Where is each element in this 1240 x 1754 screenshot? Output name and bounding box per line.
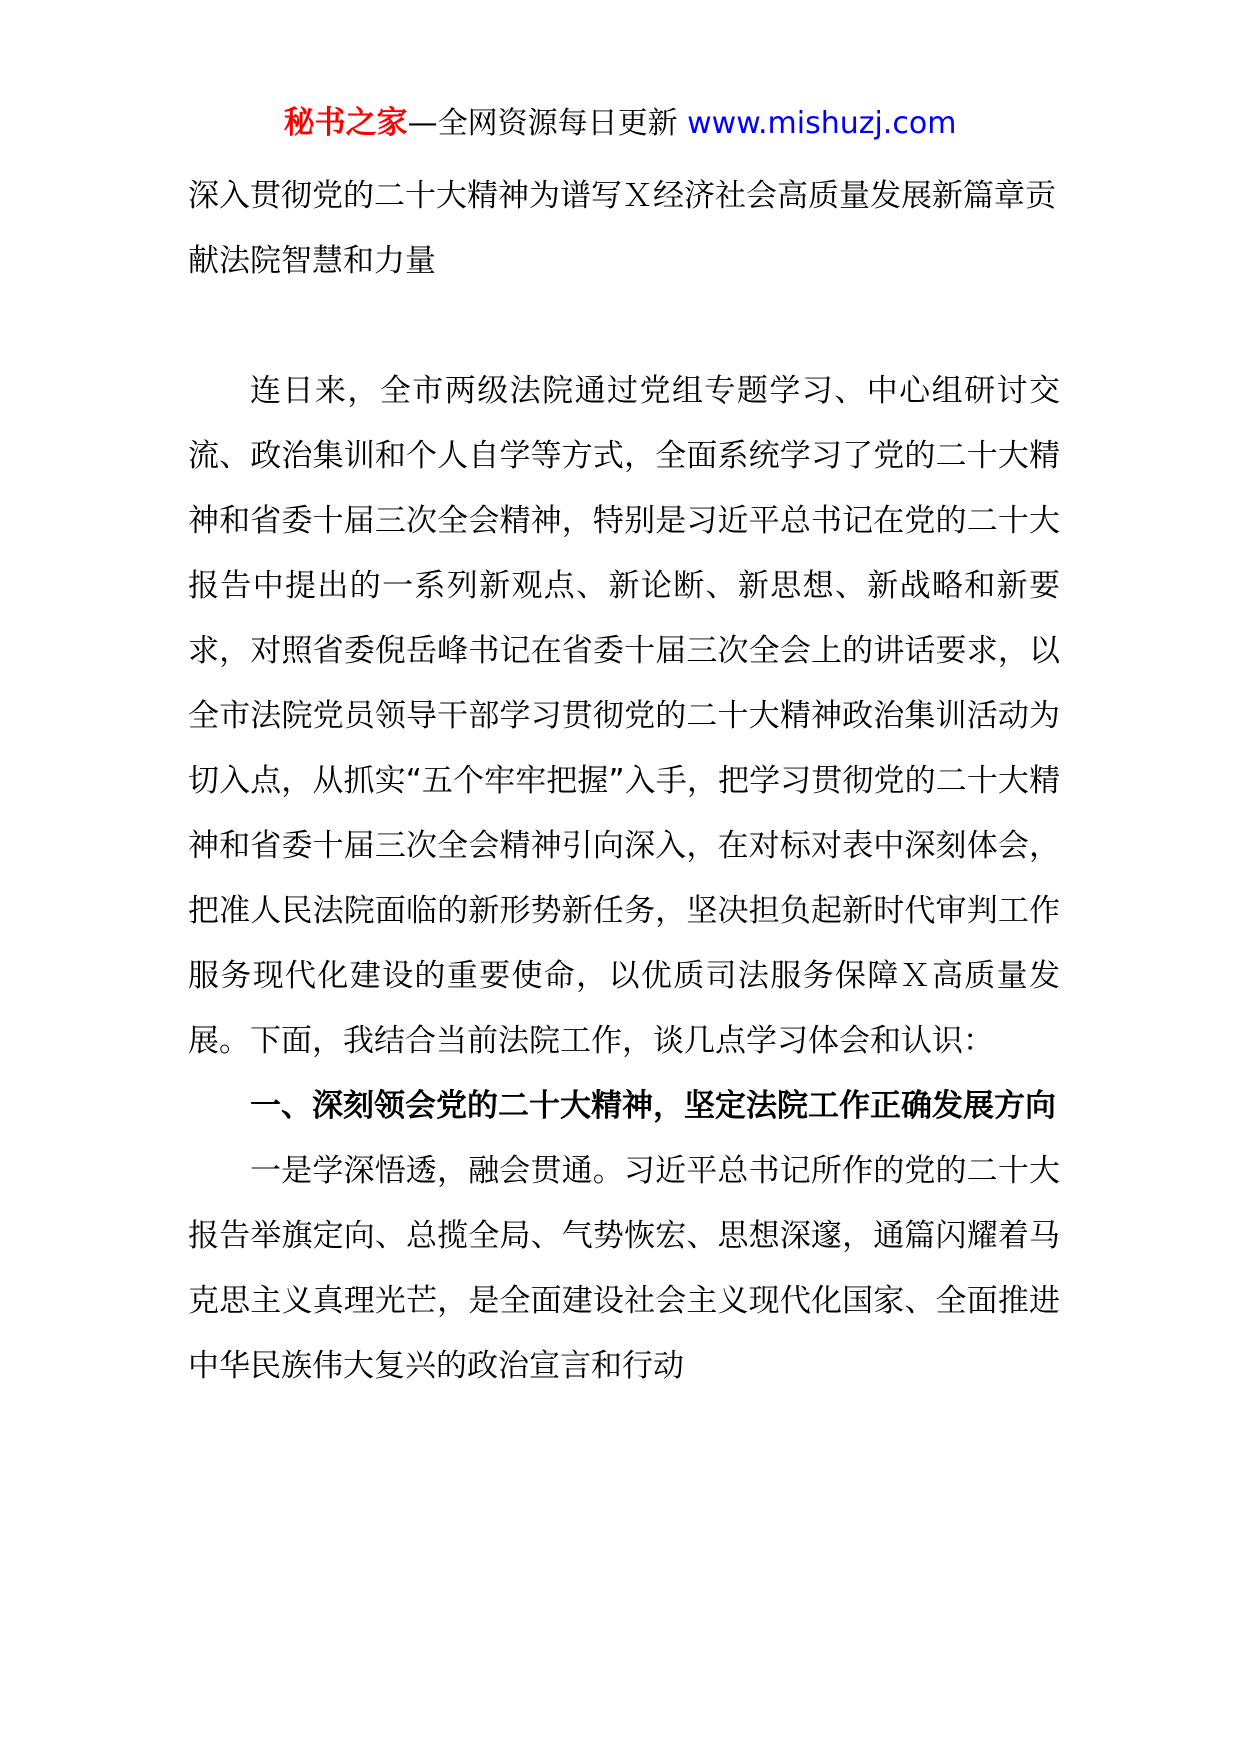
brand-name: 秘书之家 <box>283 105 408 141</box>
section-1-paragraph-1: 一是学深悟透，融会贯通。习近平总书记所作的党的二十大报告举旗定向、总揽全局、气势恢宏、思想深邃，通篇闪耀着马克思主义真理光芒，是全面建设社会主义现代化国家、全面推进中华民族伟大复兴的政治宣言和行动 <box>188 1153 1060 1384</box>
header-tagline: —全网资源每日更新 <box>407 106 688 141</box>
site-url-link[interactable]: www.mishuzj.com <box>687 106 957 141</box>
title-spacer <box>188 294 1060 359</box>
document-title: 深入贯彻党的二十大精神为谱写Ｘ经济社会高质量发展新篇章贡献法院智慧和力量 <box>188 178 1056 279</box>
intro-paragraph: 连日来，全市两级法院通过党组专题学习、中心组研讨交流、政治集训和个人自学等方式，全面系统学习了党的二十大精神和省委十届三次全会精神，特别是习近平总书记在党的二十大报告中提出的一系列新观点、新论断、新思想、新战略和新要求，对照省委倪岳峰书记在省委十届三次全会上的讲话要求，以全市法院党员领导干部学习贯彻党的二十大精神政治集训活动为切入点，从抓实“五个牢牢把握”入手，把学习贯彻党的二十大精神和省委十届三次全会精神引向深入，在对标对表中深刻体会，把准人民法院面临的新形势新任务，坚决担负起新时代审判工作服务现代化建设的重要使命，以优质司法服务保障Ｘ高质量发展。下面，我结合当前法院工作，谈几点学习体会和认识： <box>188 373 1060 1059</box>
document-body <box>188 164 1060 1399</box>
site-header-banner <box>0 98 1240 149</box>
section-heading-1: 一、深刻领会党的二十大精神，坚定法院工作正确发展方向 <box>250 1088 1056 1124</box>
